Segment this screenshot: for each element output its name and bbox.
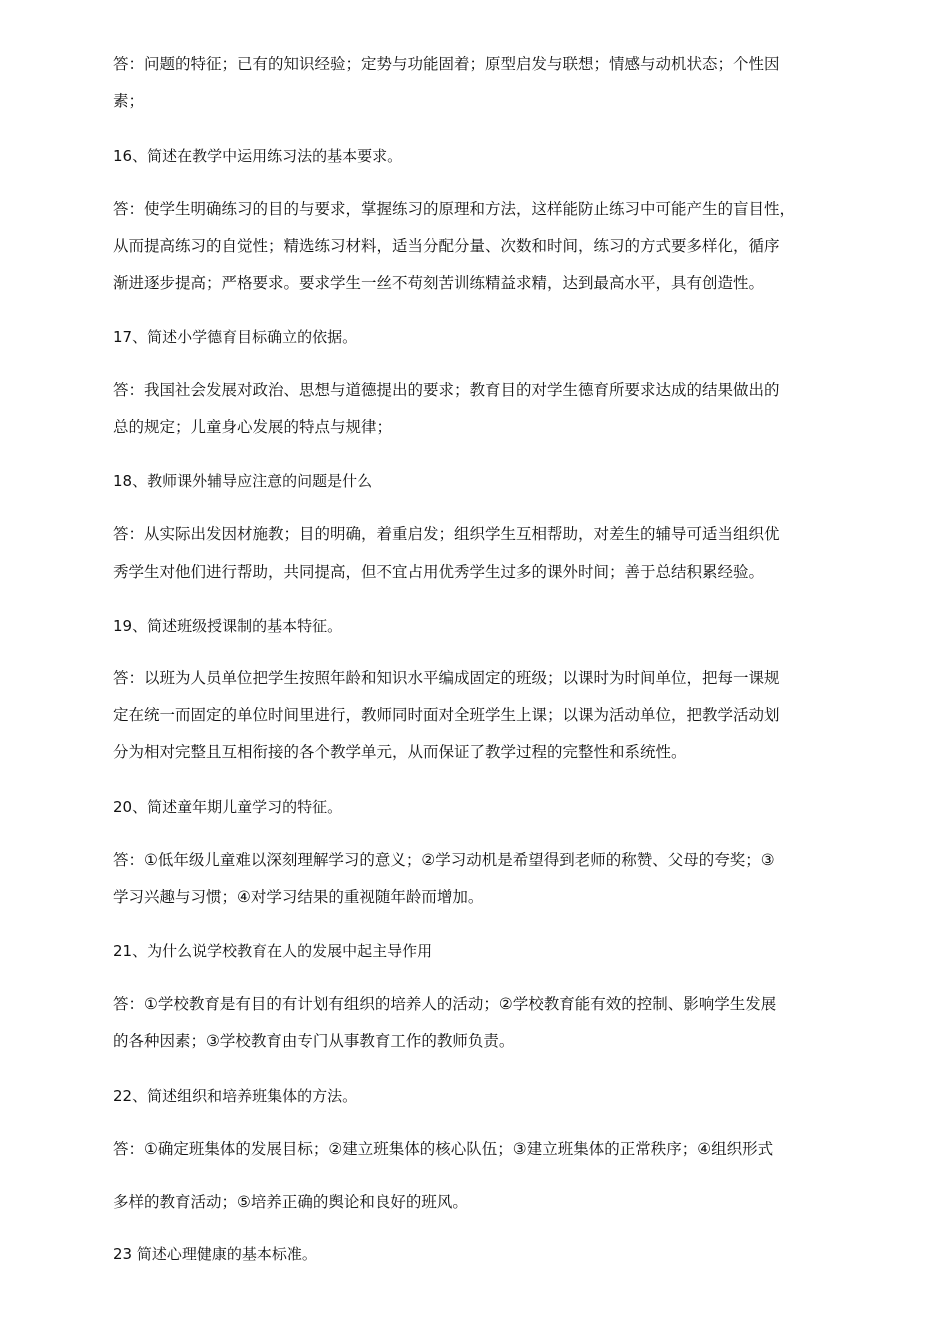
answer-line: 素；: [113, 92, 145, 110]
answer-line: 答：从实际出发因材施教；目的明确，着重启发；组织学生互相帮助，对差生的辅导可适当组织优: [113, 525, 780, 543]
answer-line: 从而提高练习的自觉性；精选练习材料，适当分配分量、次数和时间，练习的方式要多样化，循序: [113, 237, 780, 255]
answer-line: 答：①学校教育是有目的有计划有组织的培养人的活动；②学校教育能有效的控制、影响学生发展: [113, 995, 777, 1013]
question-heading: 16、简述在教学中运用练习法的基本要求。: [113, 147, 403, 165]
answer-line: 分为相对完整且互相衔接的各个教学单元，从而保证了教学过程的完整性和系统性。: [113, 743, 687, 761]
question-heading: 21、为什么说学校教育在人的发展中起主导作用: [113, 942, 433, 960]
answer-line: 多样的教育活动；⑤培养正确的舆论和良好的班风。: [113, 1193, 468, 1211]
answer-line: 答：使学生明确练习的目的与要求，掌握练习的原理和方法，这样能防止练习中可能产生的盲目性，: [113, 200, 796, 218]
answer-line: 答：问题的特征；已有的知识经验；定势与功能固着；原型启发与联想；情感与动机状态；个性因: [113, 55, 780, 73]
question-heading: 19、简述班级授课制的基本特征。: [113, 617, 343, 635]
answer-line: 答：①确定班集体的发展目标；②建立班集体的核心队伍；③建立班集体的正常秩序；④组织形式: [113, 1140, 774, 1158]
answer-line: 学习兴趣与习惯；④对学习结果的重视随年龄而增加。: [113, 888, 484, 906]
answer-line: 的各种因素；③学校教育由专门从事教育工作的教师负责。: [113, 1032, 515, 1050]
question-heading: 17、简述小学德育目标确立的依据。: [113, 328, 358, 346]
question-heading: 23 简述心理健康的基本标准。: [113, 1245, 317, 1263]
answer-line: 答：我国社会发展对政治、思想与道德提出的要求；教育目的对学生德育所要求达成的结果做出的: [113, 381, 780, 399]
question-heading: 18、教师课外辅导应注意的问题是什么: [113, 472, 373, 490]
answer-line: 渐进逐步提高；严格要求。要求学生一丝不苟刻苦训练精益求精，达到最高水平，具有创造性。: [113, 274, 765, 292]
question-heading: 22、简述组织和培养班集体的方法。: [113, 1087, 358, 1105]
answer-line: 答：以班为人员单位把学生按照年龄和知识水平编成固定的班级；以课时为时间单位，把每一课规: [113, 669, 780, 687]
answer-line: 答：①低年级儿童难以深刻理解学习的意义；②学习动机是希望得到老师的称赞、父母的夸奖；③: [113, 851, 775, 869]
question-heading: 20、简述童年期儿童学习的特征。: [113, 798, 343, 816]
answer-line: 定在统一而固定的单位时间里进行，教师同时面对全班学生上课；以课为活动单位，把教学活动划: [113, 706, 780, 724]
answer-line: 秀学生对他们进行帮助，共同提高，但不宜占用优秀学生过多的课外时间；善于总结积累经验。: [113, 563, 765, 581]
answer-line: 总的规定；儿童身心发展的特点与规律；: [113, 418, 393, 436]
